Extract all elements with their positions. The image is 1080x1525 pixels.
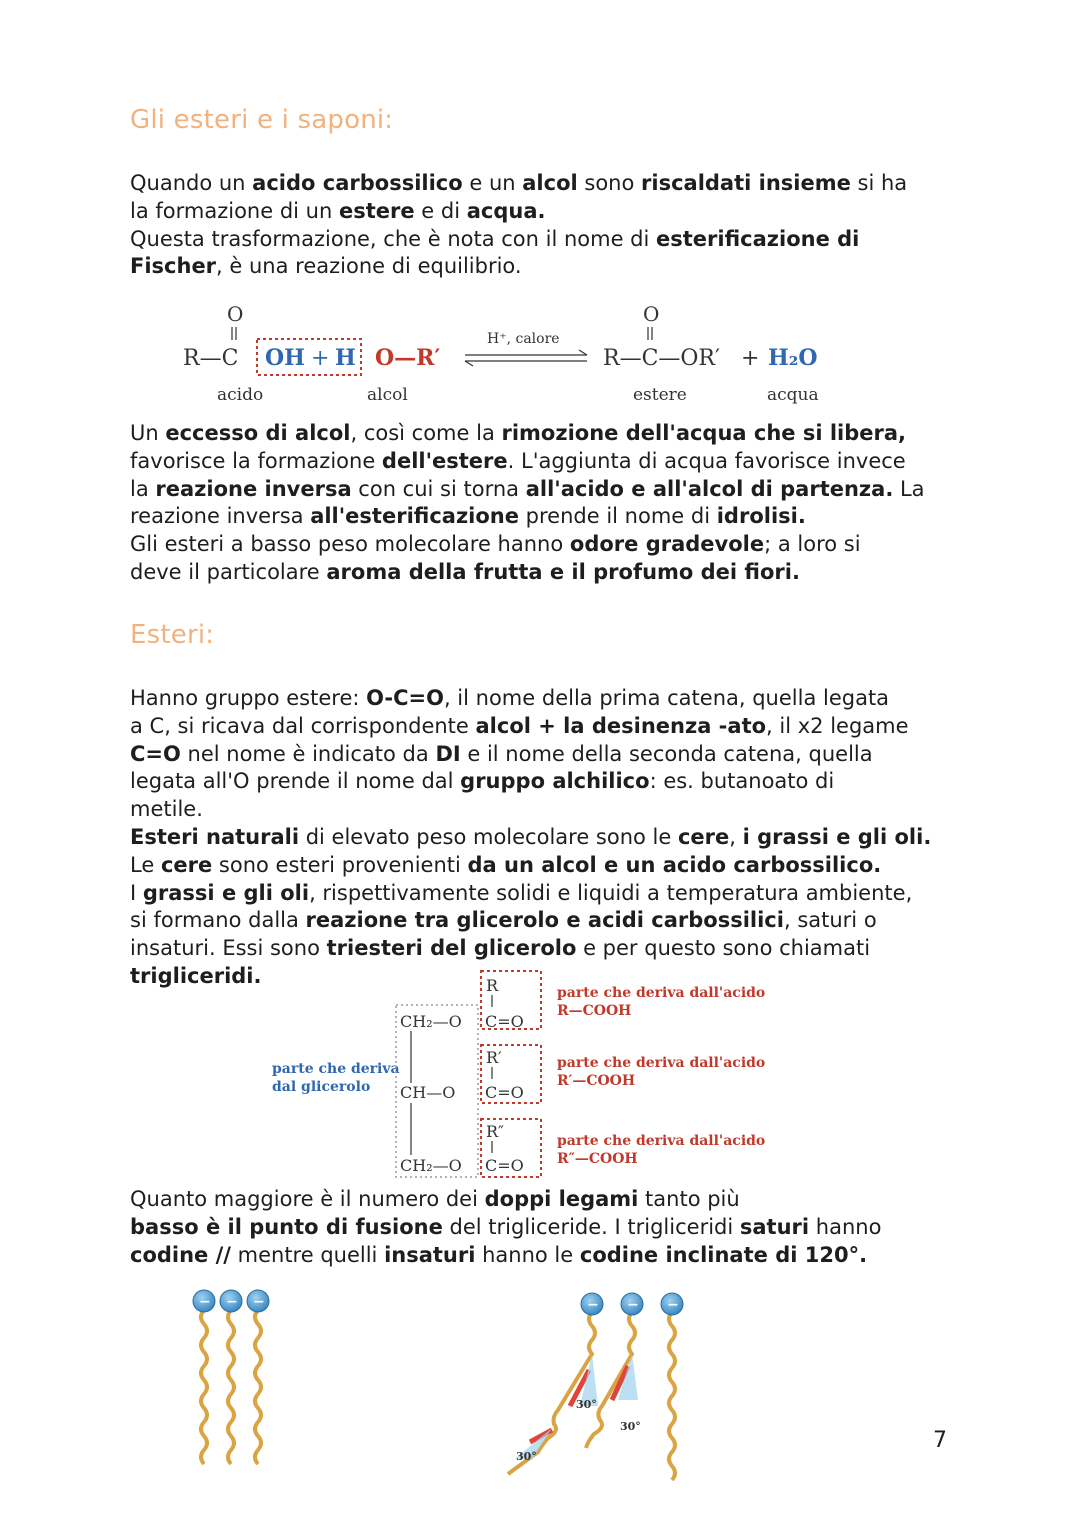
text-run: tanto più [638,1187,740,1211]
text-line [130,226,960,254]
bold-run: cere [677,824,730,849]
text-run: , il nome della prima catena, quella legata [443,686,890,710]
bold-run: O-C=O [366,686,444,710]
r-group-2: R′ [486,1048,502,1067]
svg-text:−: − [226,1294,238,1310]
text-line [130,503,960,531]
text-run: sono esteri provenienti [212,852,468,877]
text-run: Un [130,421,166,445]
text-run: I [130,880,143,905]
plus-sign-2: + [741,346,760,371]
text-run: , rispettivamente solidi e liquidi a temperatura ambiente, [309,880,913,905]
text-run: a C, si ricava dal corrispondente [130,713,476,738]
angle-label-1: 30° [576,1398,597,1411]
text-run: , è una reazione di equilibrio. [216,254,522,279]
text-line [130,448,960,476]
text-line [130,713,960,741]
text-run: La [893,476,925,501]
bold-run: Esteri naturali [130,824,300,849]
bold-run: acido carbossilico [252,171,463,195]
text-run: con cui si torna [351,476,526,501]
svg-text:−: − [253,1294,265,1310]
hydrogen: H [335,345,356,371]
bold-run: estere [338,198,415,223]
text-line [130,824,960,852]
text-run: e il nome della seconda catena, quella [460,741,873,766]
text-run: favorisce la formazione [130,448,382,473]
text-run: metile. [130,797,203,822]
carbonyl-3: C=O [485,1156,524,1175]
label-ester: estere [633,385,687,405]
acid-label-3: parte che deriva dall'acido [557,1133,766,1149]
text-line [130,420,960,448]
text-line [130,741,960,769]
acid-formula-1: R—COOH [557,1003,632,1019]
triglyceride-structure [265,967,785,1182]
bold-run: eccesso di alcol [165,421,351,445]
paragraph-esteri [130,685,960,991]
r-group-1: R [486,976,499,995]
bold-run: triesteri del glicerolo [326,936,577,961]
text-run: Gli esteri a basso peso molecolare hanno [130,532,570,557]
label-acid: acido [217,385,264,405]
bold-run: reazione inversa [155,476,352,501]
text-run: , [729,824,743,849]
bold-run: C=O [130,741,181,766]
angle-label-3: 30° [516,1450,537,1463]
svg-text:−: − [199,1294,211,1310]
text-run: : es. butanoato di [649,769,835,794]
text-line [130,476,960,504]
bold-run: alcol [522,171,578,195]
text-run: hanno [809,1214,882,1239]
text-line [130,935,960,963]
bold-run: esterificazione di [656,226,860,251]
bold-run: da un alcol e un acido carbossilico. [467,852,882,877]
paragraph-intro [130,170,960,281]
text-run: , così come la [350,421,502,445]
bold-run: aroma della frutta e il profumo dei fiori. [326,559,800,584]
section-title-esteri: Esteri: [130,620,215,650]
acid-formula-3: R″—COOH [557,1151,638,1167]
text-run: e un [462,171,523,195]
bold-run: riscaldati insieme [641,171,851,195]
text-run: . L'aggiunta di acqua favorisce invece [507,448,906,473]
svg-text:−: − [587,1297,599,1313]
bold-run: all'esterificazione [310,504,519,529]
text-run: del trigliceride. I trigliceridi [442,1214,740,1239]
text-run: mentre quelli [230,1242,385,1267]
text-line [130,685,960,713]
bold-run: DI [435,741,461,766]
text-run: prende il nome di [519,504,717,529]
text-run: si formano dalla [130,908,306,933]
bold-run: dell'estere [381,448,508,473]
text-line [130,253,960,281]
reaction-catalyst: H⁺, calore [487,331,560,347]
esterification-reaction [175,295,835,415]
carbonyl-1: C=O [485,1012,524,1031]
hydroxyl-group: OH [265,345,305,371]
bold-run: alcol + la desinenza -ato [475,713,767,738]
text-run: la [130,476,156,501]
bold-run: Fischer [130,254,217,279]
text-line [130,852,960,880]
glycerol-carbon-1: CH₂—O [400,1012,462,1031]
text-run: Questa trasformazione, che è nota con il nome di [130,226,657,251]
carbonyl-2: C=O [485,1083,524,1102]
label-alcohol: alcol [367,385,408,405]
plus-sign-1: + [311,346,330,371]
bold-run: cere [160,852,213,877]
bold-run: i grassi e gli oli. [742,824,932,849]
svg-text:−: − [627,1297,639,1313]
r-group-3: R″ [486,1122,505,1141]
glycerol-label-2: dal glicerolo [272,1079,371,1095]
text-line [130,907,960,935]
text-run: nel nome è indicato da [180,741,436,766]
text-run: insaturi. Essi sono [130,936,327,961]
text-line [130,880,960,908]
text-run: ; a loro si [764,532,861,557]
ester-product: R—C—OR′ [603,346,720,371]
alkoxy-group: O—R′ [375,345,441,371]
text-line [130,1186,960,1214]
bold-run: reazione tra glicerolo e acidi carbossilici [305,908,784,933]
section-title-esteri-saponi: Gli esteri e i saponi: [130,105,394,135]
fatty-acid-tails-figure [180,1288,740,1488]
text-run: la formazione di un [130,198,339,223]
bold-run: trigliceridi. [130,963,262,988]
text-line [130,1242,960,1270]
text-run: , il x2 legame [766,713,909,738]
text-line [130,796,960,824]
reactant-oxygen: O [227,302,244,326]
glycerol-carbon-3: CH₂—O [400,1156,462,1175]
text-run: legata all'O prende il nome dal [130,769,461,794]
acid-label-2: parte che deriva dall'acido [557,1055,766,1071]
acid-label-1: parte che deriva dall'acido [557,985,766,1001]
bold-run: grassi e gli oli [142,880,310,905]
page-number: 7 [933,1428,947,1453]
text-line [130,768,960,796]
text-run: e di [414,198,467,223]
label-water: acqua [767,385,819,405]
acid-formula-2: R′—COOH [557,1073,636,1089]
text-run: Le [130,852,161,877]
text-line [130,531,960,559]
text-run: si ha [850,171,908,195]
text-run: , saturi o [783,908,877,933]
text-run: e per questo sono chiamati [576,936,871,961]
text-run: Hanno gruppo estere: [130,686,367,710]
bold-run: odore gradevole [569,532,765,557]
unsaturated-tails [508,1293,683,1480]
text-line [130,1214,960,1242]
text-run: deve il particolare [130,559,327,584]
saturated-tails [193,1290,269,1464]
product-oxygen: O [643,302,660,326]
bold-run: gruppo alchilico [460,769,650,794]
bold-run: codine // [130,1242,231,1267]
svg-text:−: − [667,1297,679,1313]
bold-run: idrolisi. [716,504,806,529]
text-line [130,198,960,226]
bold-run: all'acido e all'alcol di partenza. [525,476,894,501]
text-line [130,170,960,198]
text-run: Quanto maggiore è il numero dei [130,1187,485,1211]
water-product: H₂O [768,345,818,371]
text-run: di elevato peso molecolare sono le [299,824,678,849]
text-run: Quando un [130,171,253,195]
reactant-rc: R—C [183,346,239,371]
bold-run: doppi legami [484,1187,639,1211]
glycerol-label-1: parte che deriva [272,1061,400,1077]
glycerol-carbon-2: CH—O [400,1083,456,1102]
paragraph-equilibrium [130,420,960,587]
text-line [130,559,960,587]
bold-run: acqua. [466,198,546,223]
bold-run: rimozione dell'acqua che si libera, [501,421,907,445]
angle-label-2: 30° [620,1420,641,1433]
bold-run: basso è il punto di fusione [130,1214,443,1239]
bold-run: saturi [739,1214,810,1239]
paragraph-fusion [130,1186,960,1269]
text-run: reazione inversa [130,504,311,529]
bold-run: insaturi [384,1242,476,1267]
text-run: hanno le [475,1242,580,1267]
bold-run: codine inclinate di 120°. [579,1242,868,1267]
text-run: sono [577,171,642,195]
